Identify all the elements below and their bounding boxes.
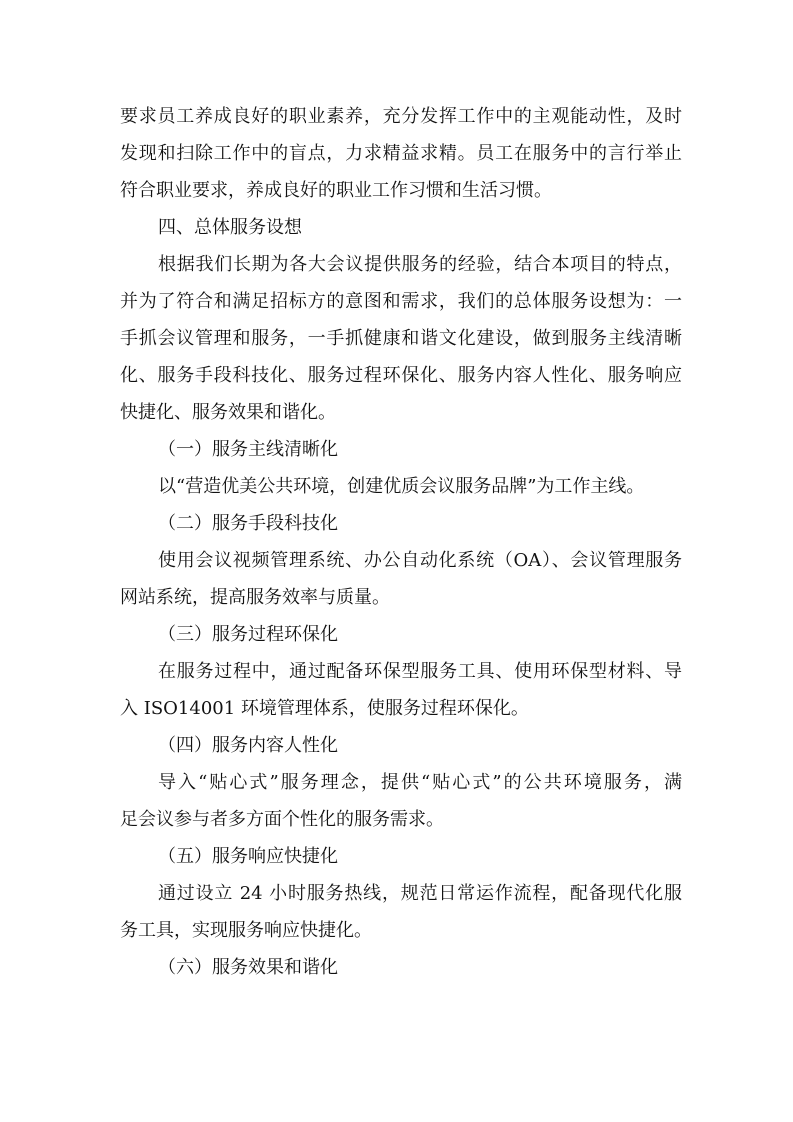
subsection-heading — [120, 949, 682, 986]
heading-text: （四）服务内容人性化 — [158, 735, 338, 756]
text-line: 使用会议视频管理系统、办公自动化系统（OA）、会议管理服务 — [158, 550, 682, 571]
text-line: 网站系统，提高服务效率与质量。 — [120, 587, 390, 608]
heading-text: 四、总体服务设想 — [158, 217, 302, 238]
text-line: 符合职业要求，养成良好的职业工作习惯和生活习惯。 — [120, 180, 552, 201]
heading-text: （一）服务主线清晰化 — [158, 439, 338, 460]
text-line: 导入“贴心式”服务理念，提供“贴心式”的公共环境服务，满 — [158, 772, 682, 793]
subsection-heading — [120, 727, 682, 764]
body-paragraph — [120, 246, 682, 431]
section-heading — [120, 209, 682, 246]
text-line: 根据我们长期为各大会议提供服务的经验，结合本项目的特点， — [158, 254, 682, 275]
body-paragraph — [120, 542, 682, 616]
heading-text: （三）服务过程环保化 — [158, 624, 338, 645]
text-line: 务工具，实现服务响应快捷化。 — [120, 920, 372, 941]
document-page — [120, 98, 682, 986]
text-line: 通过设立 24 小时服务热线，规范日常运作流程，配备现代化服 — [158, 883, 682, 904]
text-line: 足会议参与者多方面个性化的服务需求。 — [120, 809, 444, 830]
body-paragraph — [120, 764, 682, 838]
heading-text: （二）服务手段科技化 — [158, 513, 338, 534]
body-paragraph — [120, 653, 682, 727]
body-paragraph — [120, 875, 682, 949]
text-line: 手抓会议管理和服务，一手抓健康和谐文化建设，做到服务主线清晰 — [120, 328, 682, 349]
text-line: 在服务过程中，通过配备环保型服务工具、使用环保型材料、导 — [158, 661, 682, 682]
text-line: 化、服务手段科技化、服务过程环保化、服务内容人性化、服务响应 — [120, 365, 682, 386]
text-line: 快捷化、服务效果和谐化。 — [120, 402, 336, 423]
subsection-heading — [120, 505, 682, 542]
subsection-heading — [120, 431, 682, 468]
heading-text: （六）服务效果和谐化 — [158, 957, 338, 978]
body-paragraph — [120, 468, 682, 505]
subsection-heading — [120, 616, 682, 653]
text-line: 入 ISO14001 环境管理体系，使服务过程环保化。 — [120, 698, 529, 719]
text-line: 要求员工养成良好的职业素养，充分发挥工作中的主观能动性，及时 — [120, 106, 682, 127]
body-paragraph — [120, 98, 682, 209]
heading-text: （五）服务响应快捷化 — [158, 846, 338, 867]
text-line: 并为了符合和满足招标方的意图和需求，我们的总体服务设想为：一 — [120, 291, 682, 312]
text-line: 发现和扫除工作中的盲点，力求精益求精。员工在服务中的言行举止 — [120, 143, 682, 164]
text-line: 以“营造优美公共环境，创建优质会议服务品牌”为工作主线。 — [158, 476, 645, 497]
subsection-heading — [120, 838, 682, 875]
